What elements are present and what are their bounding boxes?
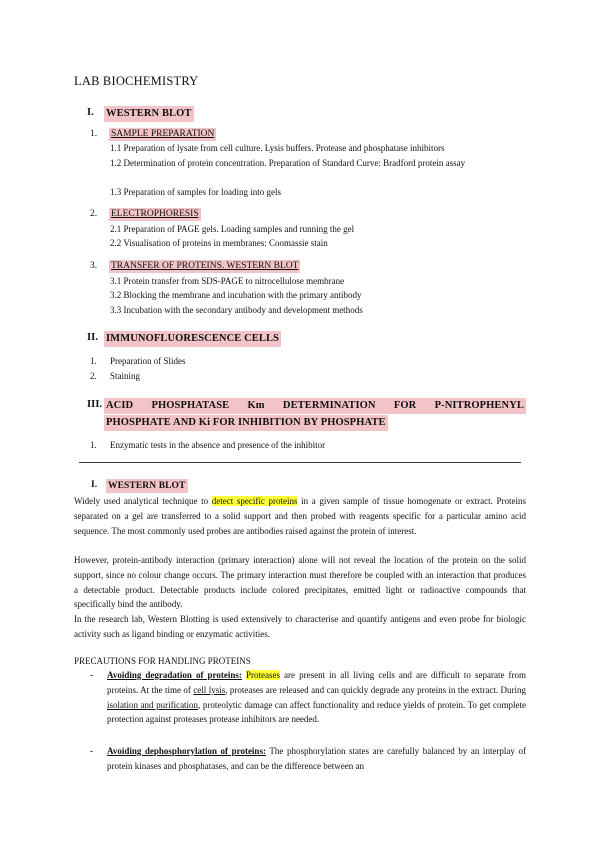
outline-line: 2.2 Visualisation of proteins in membranes: Coomassie stain: [110, 238, 328, 248]
outline-item-number: 1.: [90, 356, 97, 366]
paragraph-intro: [74, 494, 526, 538]
section-number: I.: [87, 107, 94, 118]
section-number: II.: [87, 332, 99, 343]
sub-title: TRANSFER OF PROTEINS. WESTERN BLOT: [111, 261, 299, 271]
outline-line: 3.1 Protein transfer from SDS-PAGE to nitrocellulose membrane: [110, 276, 345, 286]
section-title-line-2: PHOSPHATE AND Ki FOR INHIBITION BY PHOSPHATE: [104, 415, 388, 431]
highlighted-word: Proteases: [245, 670, 280, 680]
outline-section-immunofluorescence: [74, 331, 526, 347]
outline-item: Enzymatic tests in the absence and presence of the inhibitor: [110, 440, 326, 450]
outline-section-western-blot: [74, 106, 526, 122]
text-run: Widely used analytical technique to: [74, 496, 212, 506]
sub-number: 2.: [90, 209, 98, 219]
text-run: in a given sample of tissue homogenate or extract. Proteins separated on a gel are transferred to a solid support and then probed with reagents specific for a particular amino acid sequence. The most commonly used probes are antibodies raised against the protein of interest.: [74, 496, 526, 536]
horizontal-divider: [79, 462, 521, 463]
section-title: IMMUNOFLUORESCENCE CELLS: [104, 331, 281, 347]
section-number: III.: [87, 399, 103, 410]
section-title: WESTERN BLOT: [104, 106, 194, 122]
paragraph-interaction: However, protein-antibody interaction (primary interaction) alone will not reveal the location of the protein on the solid support, since no colour change occurs. The primary interaction must therefore be coupled with an interaction that produces a detectable product. Detectable products include colored precipitates, emitted light or radioactive compounds that specifically bind the antibody.: [74, 555, 526, 610]
body-section-heading: [74, 479, 526, 495]
underlined-term: isolation and purification: [107, 699, 199, 710]
outline-item: Staining: [110, 371, 141, 381]
bullet-dephosphorylation: [107, 744, 526, 774]
outline-line: 1.1 Preparation of lysate from cell culture. Lysis buffers. Protease and phosphatase inhibitors: [110, 143, 445, 153]
outline-item: Preparation of Slides: [110, 356, 186, 366]
section-title-line-1: ACID PHOSPHATASE Km DETERMINATION FOR P-NITROPHENYL: [104, 398, 526, 414]
highlighted-phrase: detect specific proteins: [211, 496, 298, 506]
text-run: , proteolytic damage can affect functionality and reduce yields of protein. To get complete protection against proteases protease inhibitors are needed.: [107, 699, 526, 725]
underlined-term: cell lysis: [193, 684, 226, 695]
outline-line: 3.2 Blocking the membrane and incubation with the primary antibody: [110, 290, 362, 300]
outline-item-number: 2.: [90, 371, 97, 381]
bullet-lead: Avoiding dephosphorylation of proteins:: [107, 746, 266, 756]
outline-line: 2.1 Preparation of PAGE gels. Loading samples and running the gel: [110, 224, 355, 234]
sub-number: 1.: [90, 129, 98, 139]
bullet-dash: -: [90, 670, 93, 680]
text-run: The phosphorylation states are carefully balanced by an interplay of protein kinases and phosphatases, and can be the difference between an: [107, 746, 527, 771]
sub-title: SAMPLE PREPARATION: [111, 129, 215, 139]
text-run: are present in all living cells and are difficult to separate from proteins. At the time of: [107, 670, 527, 695]
outline-line: 1.3 Preparation of samples for loading into gels: [110, 187, 281, 197]
bullet-degradation: [107, 668, 526, 727]
outline-line: 3.3 Incubation with the secondary antibody and development methods: [110, 305, 363, 315]
bullet-dash: -: [90, 746, 93, 756]
document-title: LAB BIOCHEMISTRY: [74, 74, 199, 88]
outline-section-acid-phosphatase: [74, 398, 526, 432]
bullet-lead: Avoiding degradation of proteins:: [107, 670, 242, 680]
sub-number: 3.: [90, 261, 98, 271]
outline-item-number: 1.: [90, 440, 97, 450]
precautions-heading: PRECAUTIONS FOR HANDLING PROTEINS: [74, 656, 251, 666]
sub-title: ELECTROPHORESIS: [111, 209, 199, 219]
section-number: I.: [91, 480, 98, 490]
paragraph-research: In the research lab, Western Blotting is used extensively to characterise and quantify antigens and even probe for biologic activity such as ligand binding or enzymatic activities.: [74, 614, 526, 639]
text-run: , proteases are released and can quickly degrade any proteins in the extract. During: [225, 684, 526, 695]
outline-line: 1.2 Determination of protein concentration. Preparation of Standard Curve: Bradford protein assay: [110, 158, 466, 168]
section-title: WESTERN BLOT: [108, 481, 186, 491]
